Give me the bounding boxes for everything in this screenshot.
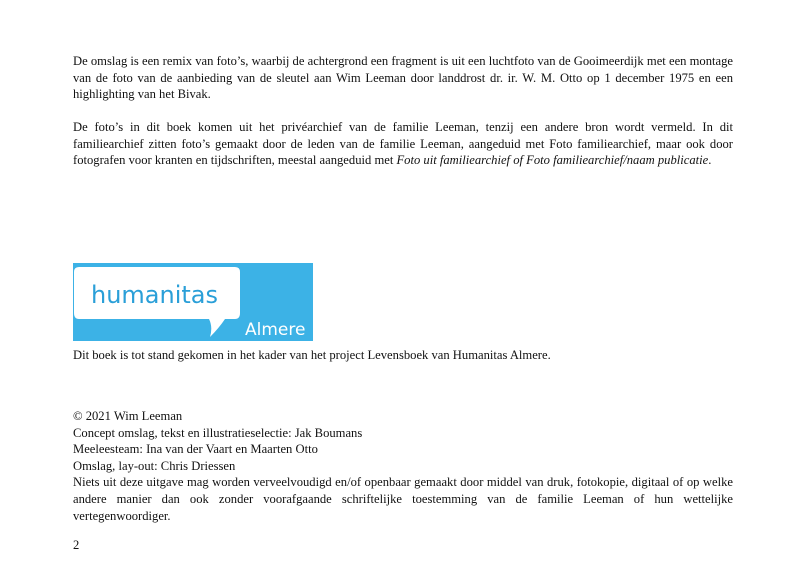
project-caption: Dit boek is tot stand gekomen in het kader van het project Levensboek van Humanitas Almere. [73,348,551,362]
logo-word: humanitas [91,281,219,309]
credits-block [73,408,733,524]
cover-description-paragraph [73,53,733,103]
logo-graphic [73,263,313,341]
concept-line: Concept omslag, tekst en illustratieselectie: Jak Boumans [73,425,363,440]
page-number: 2 [73,538,80,552]
humanitas-almere-logo [73,263,313,341]
photo-source-end: . [708,153,712,168]
readers-line: Meeleesteam: Ina van der Vaart en Maarten Otto [73,442,318,457]
logo-place: Almere [245,320,306,340]
copyright-line: © 2021 Wim Leeman [73,409,183,423]
layout-line: Omslag, lay-out: Chris Driessen [73,458,236,473]
photo-source-italic: Foto uit familiearchief of Foto familiearchief/naam publicatie [396,153,709,168]
rights-notice: Niets uit deze uitgave mag worden verveelvoudigd en/of openbaar gemaakt door middel van druk, fotokopie, digitaal of op welke andere manier dan ook zonder voorafgaande schriftelijke toestemming van de familie Leeman of hun wettelijke vertegenwoordiger. [73,475,733,523]
photo-source-text: De foto’s in dit boek komen uit het privéarchief van de familie Leeman, tenzij een andere bron wordt vermeld. In dit familiearchief zitten foto’s gemaakt door de leden van de familie Leeman, aangeduid met Foto familiearchief, maar ook door fotografen voor kranten en tijdschriften, meestal aangeduid met [73,120,733,168]
cover-description-text: De omslag is een remix van foto’s, waarbij de achtergrond een fragment is uit een luchtfoto van de Gooimeerdijk met een montage van de foto van de aanbieding van de sleutel aan Wim Leeman door landdrost dr. ir. W. M. Otto op 1 december 1975 en een highlighting van het Bivak. [73,54,733,102]
photo-source-paragraph [73,119,733,169]
